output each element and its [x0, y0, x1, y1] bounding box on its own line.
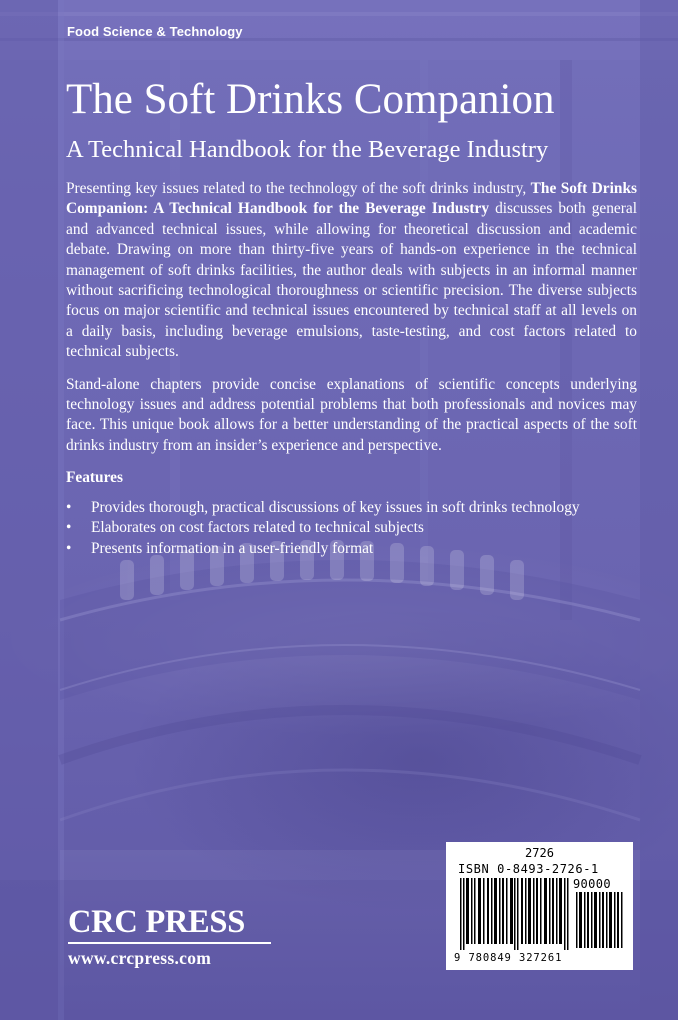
barcode-code: 2726: [525, 846, 554, 860]
price-addon-bars: [576, 892, 624, 948]
book-subtitle: A Technical Handbook for the Beverage Industry: [66, 136, 549, 163]
feature-item: • Elaborates on cost factors related to technical subjects: [66, 518, 637, 538]
description-intro: Presenting key issues related to the technology of the soft drinks industry,: [66, 180, 527, 197]
isbn-number: ISBN 0-8493-2726-1: [458, 862, 599, 876]
description-paragraph-2: Stand-alone chapters provide concise explanations of scientific concepts underlying technology issues and address potential problems that both professionals and novices may face. This unique book allows for a better understanding of the practical aspects of the soft drinks industry from an insider’s experience and perspective.: [66, 375, 637, 454]
publisher-logo: CRC PRESS: [68, 903, 271, 944]
features-heading: Features: [66, 469, 123, 487]
feature-item: • Provides thorough, practical discussions of key issues in soft drinks technology: [66, 498, 637, 518]
ean-barcode-bars: [460, 878, 572, 950]
isbn-barcode: [446, 842, 633, 970]
ean-number: 9 780849 327261: [454, 952, 563, 964]
description-paragraph-1: [66, 179, 637, 363]
feature-item: • Presents information in a user-friendly format: [66, 539, 637, 559]
description-bold-title: The Soft Drinks Companion: A Technical Handbook for the Beverage Industry: [66, 180, 637, 218]
book-title: The Soft Drinks Companion: [66, 76, 555, 123]
series-label: Food Science & Technology: [67, 24, 243, 39]
publisher-block: [68, 903, 271, 969]
description-rest: discusses both general and advanced technical issues, while allowing for theoretical discussion and academic debate. Drawing on more than thirty-five years of hands-on experience in the technical management of soft drinks facilities, the author deals with subjects in an informal manner without sacrificing technological thoroughness or scientific precision. The diverse subjects focus on major scientific and technical issues encountered by technical staff at all levels on a daily basis, including beverage emulsions, taste-testing, and cost factors related to technical subjects.: [66, 200, 637, 361]
description: [66, 179, 637, 559]
features-list: [66, 498, 637, 559]
price-code: 90000: [572, 877, 612, 891]
publisher-url: www.crcpress.com: [68, 948, 212, 968]
